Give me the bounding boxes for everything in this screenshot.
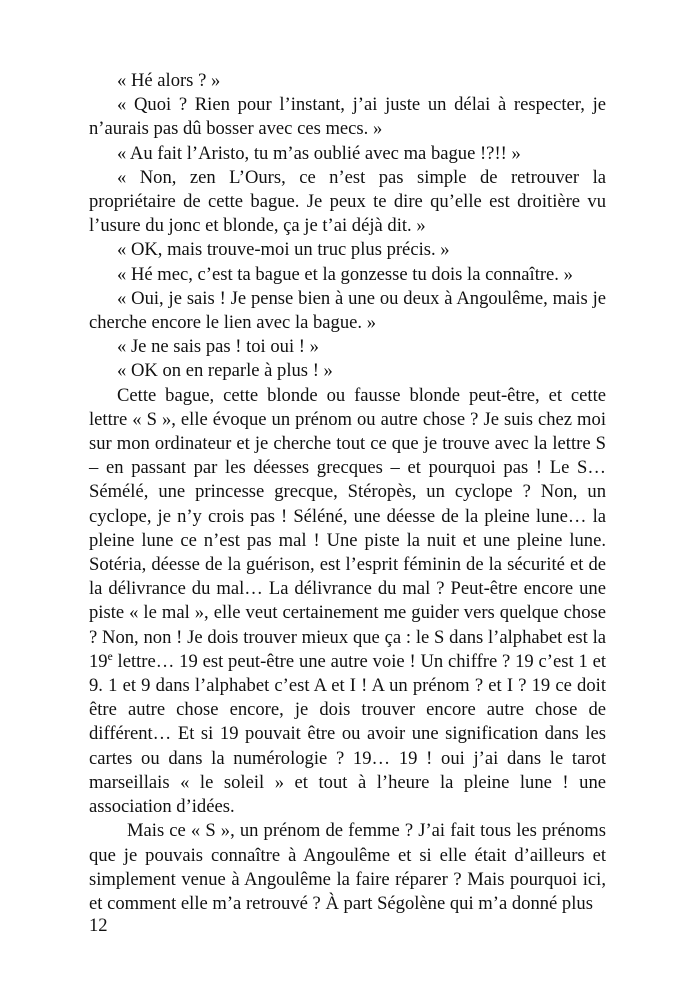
page-number: 12 [89, 915, 108, 936]
dialogue-line: « OK on en reparle à plus ! » [117, 360, 333, 382]
dialogue-line: « Au fait l’Aristo, tu m’as oublié avec ma bague !?!! » [117, 142, 521, 164]
body-text [89, 69, 606, 916]
narrative-paragraph: Cette bague, cette blonde ou fausse blonde peut-être, et cette lettre « S », elle évoque un prénom ou autre chose ? Je suis chez moi sur mon ordinateur et je cherche tout ce que je trouve avec la lettre S – en passant par les déesses grecques – et pourquoi pas ! Le S… Sémélé, une princesse grecque, Stéropès, un cyclope ? Non, un cyclope, je n’y crois pas ! Séléné, une déesse de la pleine lune… la pleine lune ce n’est pas mal ! Une piste la nuit et une pleine lune. Sotéria, déesse de la guérison, est l’esprit féminin de la sécurité et de la délivrance du mal… La délivrance du mal ? Peut-être encore une piste « le mal », elle veut certainement me guider vers quelque chose ? Non, non ! Je dois trouver mieux que ça : le S dans l’alphabet est la 19e lettre… 19 est peut-être une autre voie ! Un chiffre ? 19 c’est 1 et 9. 1 et 9 dans l’alphabet c’est A et I ! A un prénom ? et I ? 19 ce doit être autre chose encore, je dois trouver encore autre chose de différent… Et si 19 pouvait être ou avoir une signification dans les cartes ou dans la numérologie ? 19… 19 ! oui j’ai dans le tarot marseillais « le soleil » et tout à l’heure la pleine lune ! une association d’idées. [89, 384, 606, 818]
dialogue-line: « Quoi ? Rien pour l’instant, j’ai juste un délai à respecter, je n’aurais pas dû bosser avec ces mecs. » [89, 94, 606, 140]
dialogue-line: « OK, mais trouve-moi un truc plus précis. » [117, 239, 450, 261]
dialogue-line: « Hé alors ? » [117, 70, 221, 91]
dialogue-line: « Oui, je sais ! Je pense bien à une ou deux à Angoulême, mais je cherche encore le lien avec la bague. » [89, 287, 606, 334]
dialogue-line: « Je ne sais pas ! toi oui ! » [117, 336, 319, 358]
dialogue-line: « Non, zen L’Ours, ce n’est pas simple de retrouver la propriétaire de cette bague. Je peux te dire qu’elle est droitière vu l’usure du jonc et blonde, ça je t’ai déjà dit. » [89, 166, 606, 237]
dialogue-line: « Hé mec, c’est ta bague et la gonzesse tu dois la connaître. » [117, 263, 573, 285]
narrative-paragraph: Mais ce « S », un prénom de femme ? J’ai fait tous les prénoms que je pouvais connaître à Angoulême et si elle était d’ailleurs et simplement venue à Angoulême la faire réparer ? Mais pourquoi ici, et comment elle m’a retrouvé ? À part Ségolène qui m’a donné plus [89, 820, 606, 914]
